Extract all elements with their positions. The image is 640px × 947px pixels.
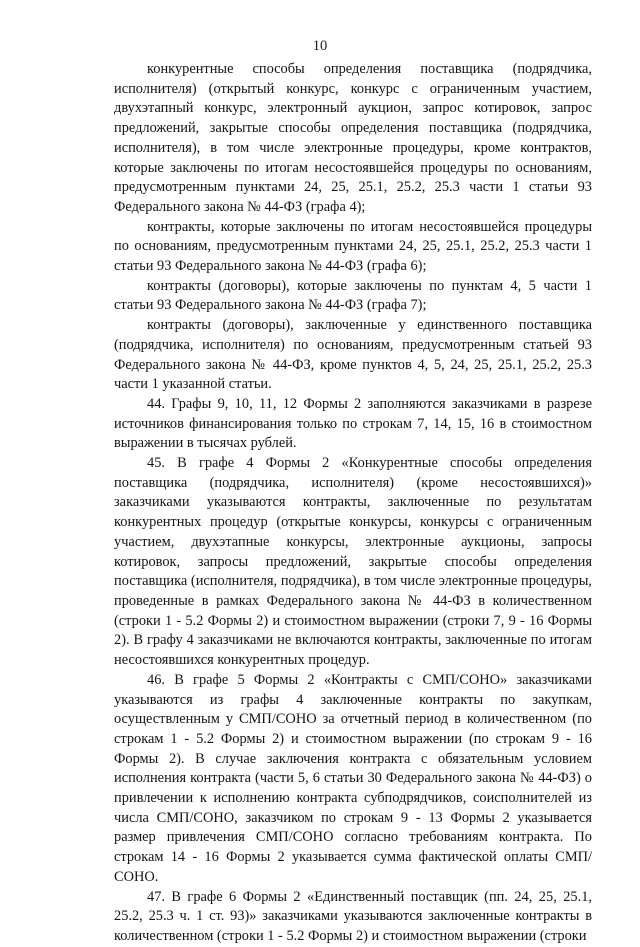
paragraph: 44. Графы 9, 10, 11, 12 Формы 2 заполняются заказчиками в разрезе источников финансирования только по строкам 7, 14, 15, 16 в стоимостном выражении в тысячах рублей. bbox=[114, 395, 592, 452]
paragraph: 46. В графе 5 Формы 2 «Контракты с СМП/СОНО» заказчиками указываются из графы 4 заключенные контракты по закупкам, осуществленным у СМП/СОНО за отчетный период в количественном (по строкам 1 - 5.2 Формы 2) и стоимостном выражении (по строкам 9 - 16 Формы 2). В случае заключения контракта с обязательным условием исполнения контракта (части 5, 6 статьи 30 Федерального закона № 44-ФЗ) о привлечении к исполнению контракта субподрядчиков, соисполнителей из числа СМП/СОНО, заказчиком по строкам 9 - 13 Формы 2 указывается размер привлечения СМП/СОНО согласно требованиям контракта. По строкам 14 - 16 Формы 2 указывается сумма фактической оплаты СМП/СОНО. bbox=[114, 671, 592, 885]
document-body bbox=[114, 60, 592, 947]
paragraph: 45. В графе 4 Формы 2 «Конкурентные способы определения поставщика (подрядчика, исполнителя) (кроме несостоявшихся)» заказчиками указываются контракты, заключенные по результатам конкурентных процедур (открытые конкурсы, конкурсы с ограниченным участием, двухэтапные конкурсы, электронные аукционы, запросы котировок, запросы предложений, закрытые способы определения поставщика (исполнителя, подрядчика), в том числе электронные процедуры, проведенные в рамках Федерального закона № 44-ФЗ в количественном (строки 1 - 5.2 Формы 2) и стоимостном выражении (строки 7, 9 - 16 Формы 2). В графу 4 заказчиками не включаются контракты, заключенные по итогам несостоявшихся конкурентных процедур. bbox=[114, 455, 592, 669]
paragraph: контракты, которые заключены по итогам несостоявшейся процедуры по основаниям, предусмотренным пунктами 24, 25, 25.1, 25.2, 25.3 части 1 статьи 93 Федерального закона № 44-ФЗ (графа 6); bbox=[114, 218, 592, 275]
paragraph: контракты (договоры), заключенные у единственного поставщика (подрядчика, исполнителя) по основаниям, предусмотренным статьей 93 Федерального закона № 44-ФЗ, кроме пунктов 4, 5, 24, 25, 25.1, 25.2, 25.3 части 1 указанной статьи. bbox=[114, 317, 592, 393]
paragraph: конкурентные способы определения поставщика (подрядчика, исполнителя) (открытый конкурс, конкурс с ограниченным участием, двухэтапный конкурс, электронный аукцион, запрос котировок, запрос предложений, закрытые способы определения поставщика (подрядчика, исполнителя), в том числе электронные процедуры, кроме контрактов, которые заключены по итогам несостоявшейся процедуры по основаниям, предусмотренным пунктами 24, 25, 25.1, 25.2, 25.3 части 1 статьи 93 Федерального закона № 44-ФЗ (графа 4); bbox=[114, 61, 592, 215]
paragraph: контракты (договоры), которые заключены по пунктам 4, 5 части 1 статьи 93 Федерального закона № 44-ФЗ (графа 7); bbox=[114, 277, 592, 314]
paragraph: 47. В графе 6 Формы 2 «Единственный поставщик (пп. 24, 25, 25.1, 25.2, 25.3 ч. 1 ст. 93)» заказчиками указываются заключенные контракты в количественном (строки 1 - 5.2 Формы 2) и стоимостном выражении (строки bbox=[114, 888, 592, 944]
page-number: 10 bbox=[312, 38, 328, 54]
